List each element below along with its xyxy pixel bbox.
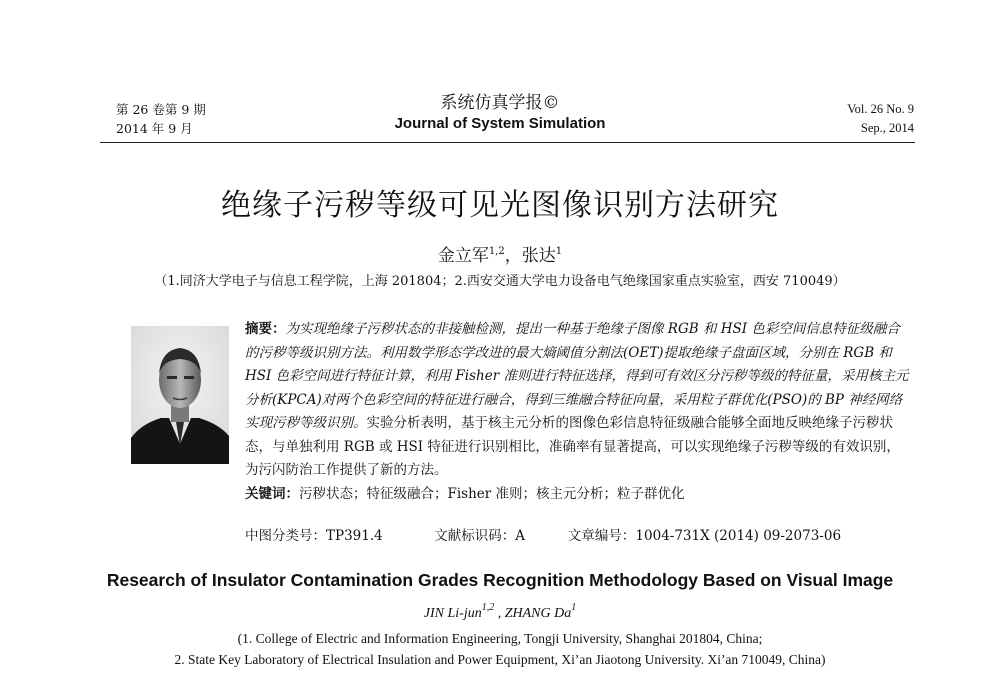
author-separator: , <box>494 606 505 621</box>
author-name: 金立军 <box>437 246 489 266</box>
classification-line <box>245 526 841 546</box>
abstract-text: 实验分析表明，基于核主元分析的图像色彩信息特征级融合能够全面地反映绝缘子污秽状态，与单独利用 RGB 或 HSI 特征进行识别相比，准确率有显著提高，可以实现绝缘子污秽等级的有效识别，为污闪防治工作提供了新的方法。 <box>245 415 900 478</box>
authors-en <box>0 604 1000 624</box>
article-number-label: 文章编号： <box>567 528 636 544</box>
author-portrait-icon <box>131 326 229 464</box>
paper-title-cn: 绝缘子污秽等级可见光图像识别方法研究 <box>221 188 779 223</box>
author-affil-sup: 1,2 <box>481 602 495 613</box>
abstract-text-italic: 为实现绝缘子污秽状态的非接触检测，提出一种基于绝缘子图像 RGB 和 HSI 色彩空间信息特征级融合的污秽等级识别方法。利用数学形态学改进的最大熵阈值分割法(OET)提取绝缘子盘面区域，分别在 RGB 和 HSI 色彩空间进行特征计算，利用 Fisher 准则进行特征选择，得到可有效区分污秽等级的特征量，采用核主元分析(KPCA)对两个色彩空间的特征进行融合，得到三维融合特征向量，采用粒子群优化(PSO)的 BP 神经网络实现污秽等级识别。 <box>245 321 909 431</box>
author-separator: ， <box>504 246 522 266</box>
date-en: Sep., 2014 <box>860 121 914 135</box>
journal-name-en: Journal of System Simulation <box>394 115 606 132</box>
author-affil-sup: 1,2 <box>488 246 505 257</box>
doc-code-label: 文献标识码： <box>434 528 516 544</box>
affiliation-en <box>0 628 1000 670</box>
doc-code-value: A <box>515 528 525 544</box>
affiliation-en-line: 2. State Key Laboratory of Electrical Insulation and Power Equipment, Xi’an Jiaotong University. Xi’an 710049, China) <box>174 652 826 667</box>
abstract <box>245 318 910 506</box>
header-rule <box>100 142 915 143</box>
abstract-label: 摘要： <box>245 321 286 337</box>
keywords-text: 污秽状态；特征级融合；Fisher 准则；核主元分析；粒子群优化 <box>299 485 685 502</box>
author-name: JIN Li-jun <box>423 606 482 621</box>
journal-name-cn: 系统仿真学报© <box>440 93 560 113</box>
paper-title-en: Research of Insulator Contamination Grades Recognition Methodology Based on Visual Image <box>106 570 894 590</box>
keywords <box>245 483 910 507</box>
clc-value: TP391.4 <box>326 528 383 544</box>
keywords-label: 关键词： <box>245 485 299 502</box>
header-right <box>847 100 914 138</box>
author-affil-sup: 1 <box>571 602 577 613</box>
abstract-paragraph <box>245 318 910 483</box>
author-name: ZHANG Da <box>504 606 572 621</box>
authors-cn <box>0 244 1000 268</box>
affiliation-en-line: (1. College of Electric and Information Engineering, Tongji University, Shanghai 201804, China; <box>237 631 763 646</box>
affiliation-cn: （1.同济大学电子与信息工程学院，上海 201804；2.西安交通大学电力设备电气绝缘国家重点实验室，西安 710049） <box>154 274 846 289</box>
clc-label: 中图分类号： <box>245 528 326 544</box>
author-name: 张达 <box>521 246 556 266</box>
volume-cn: 第 26 卷第 9 期 <box>116 102 206 117</box>
author-affil-sup: 1 <box>555 246 563 257</box>
volume-en: Vol. 26 No. 9 <box>847 102 914 116</box>
article-number-value: 1004-731X (2014) 09-2073-06 <box>635 528 842 544</box>
date-cn: 2014 年 9 月 <box>116 121 193 136</box>
